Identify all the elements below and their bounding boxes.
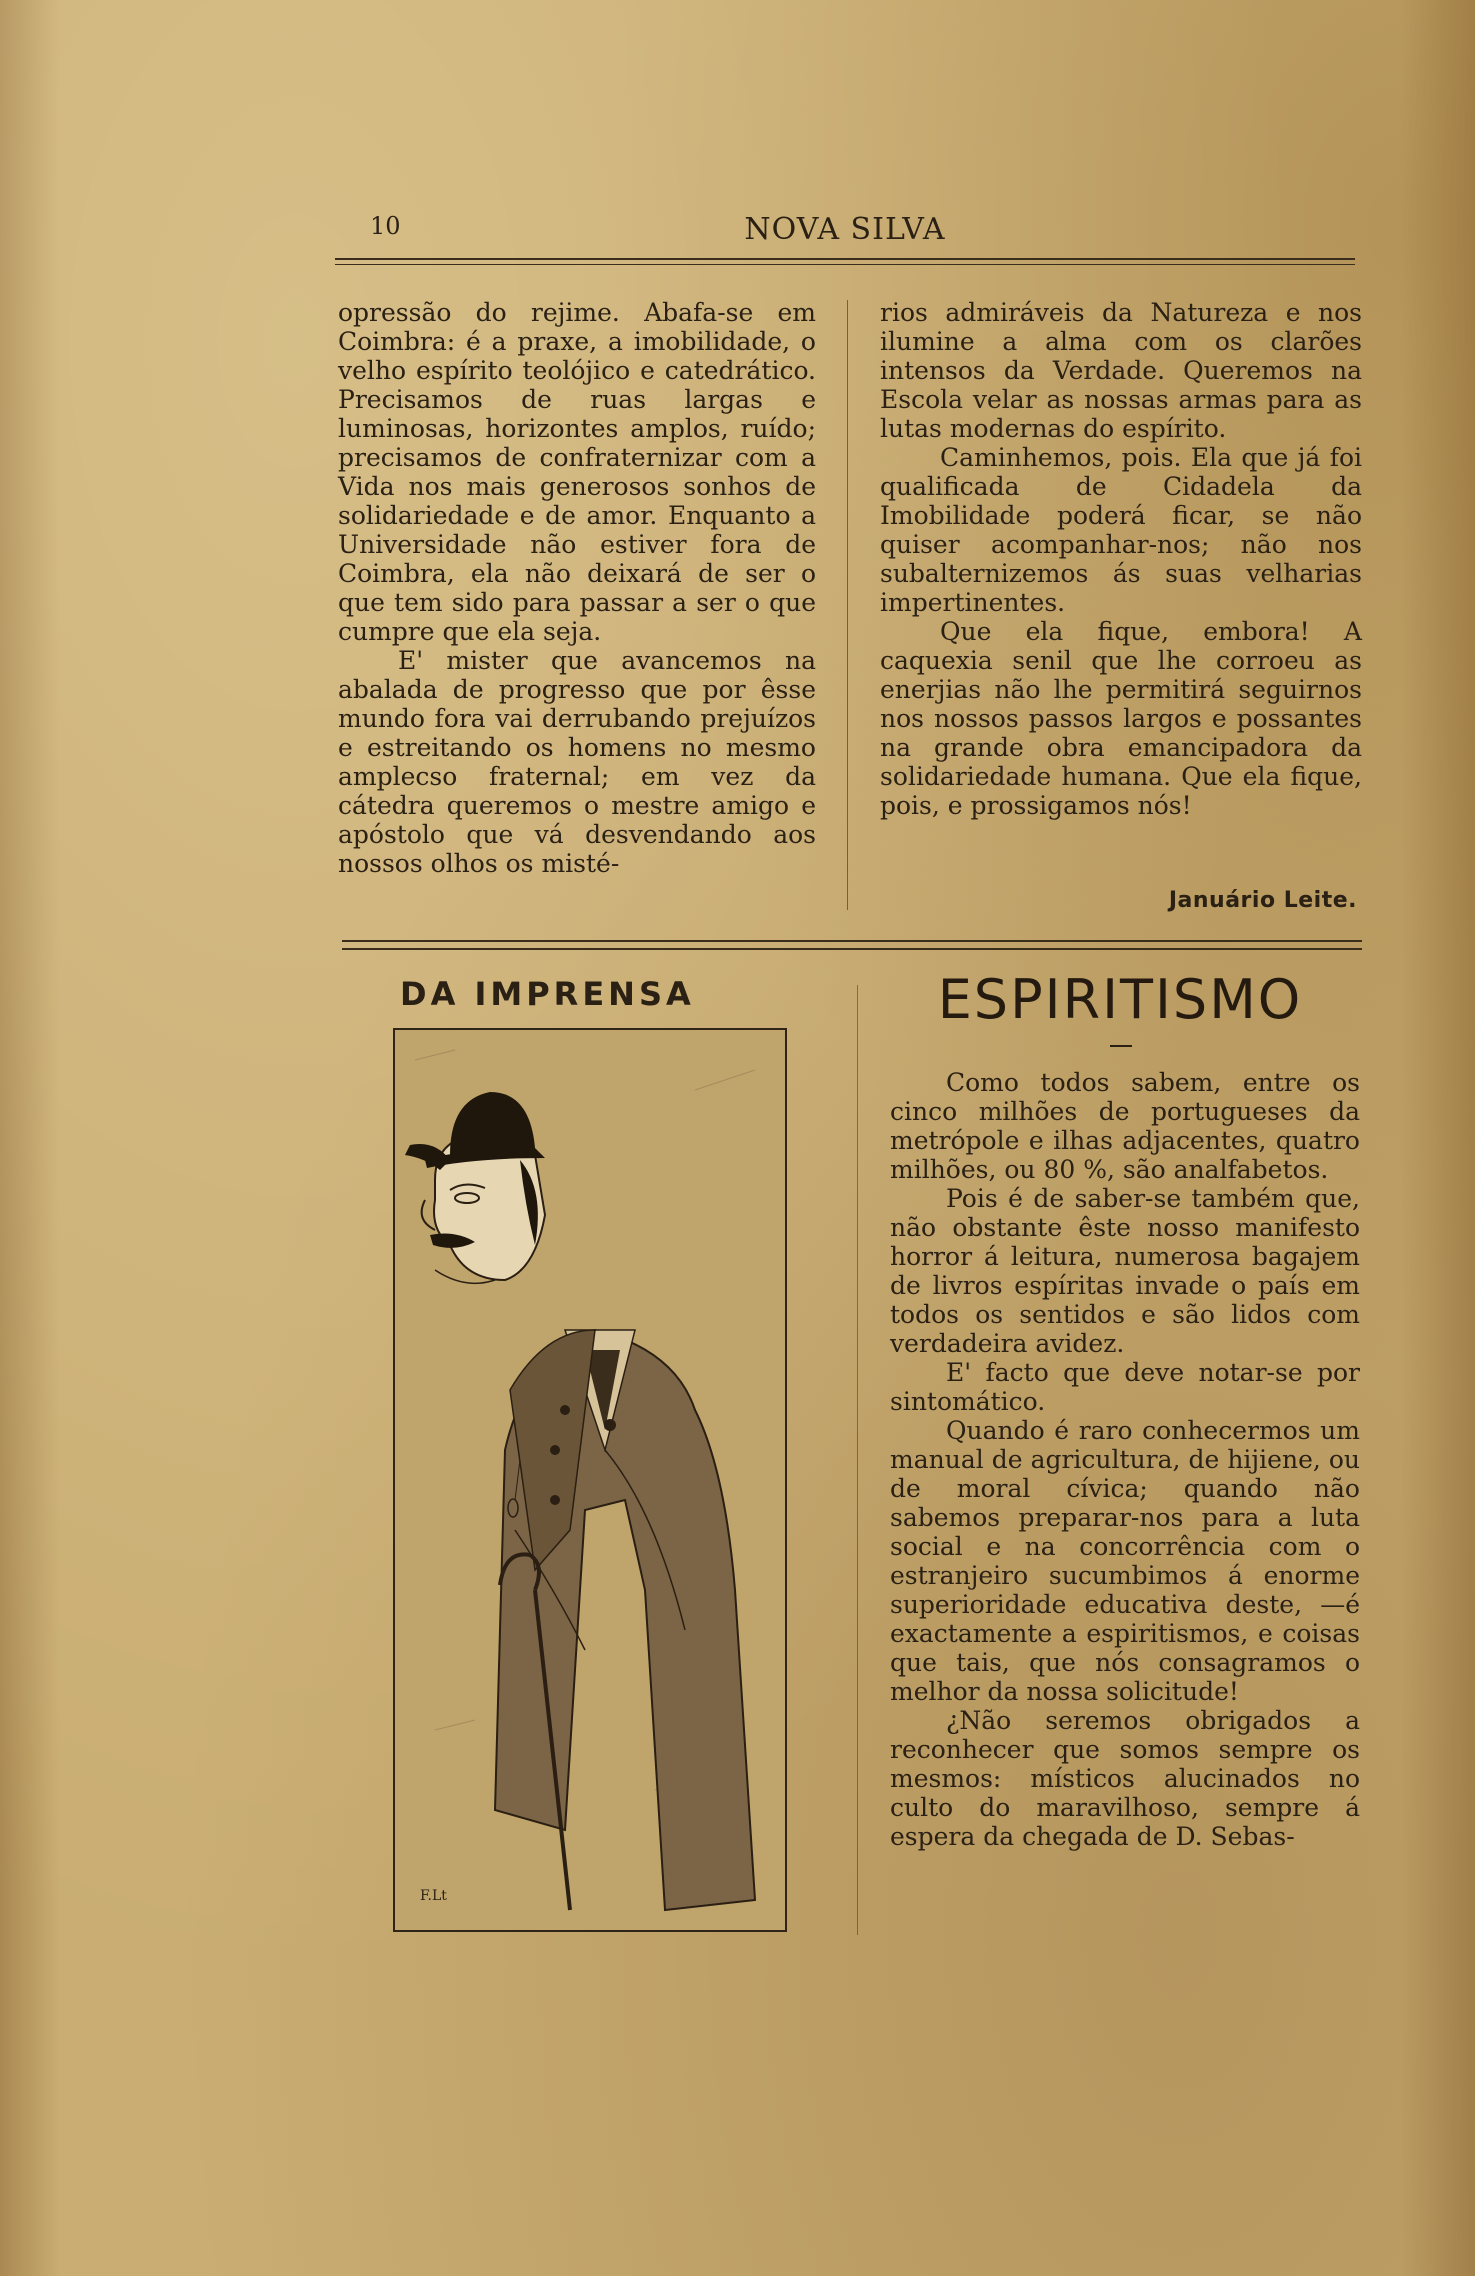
page-number: 10 (370, 212, 401, 240)
paragraph: Caminhemos, pois. Ela que já foi qualificada de Cidadela da Imobilidade poderá ficar, se não quiser acompanhar-nos; não nos subalternizemos ás suas velharias impertinentes. (880, 443, 1362, 617)
section-rule (342, 940, 1362, 950)
caricature-drawing (395, 1030, 785, 1930)
column-divider (847, 300, 848, 910)
paragraph: Quando é raro conhecermos um manual de agricultura, de hijiene, ou de moral cívica; quando não sabemos preparar-nos para a luta social e na concorrência com o estranjeiro sucumbimos á enorme superioridade educativa deste, —é exactamente a espiritismos, e coisas que tais, que nós consagramos o melhor da nossa solicitude! (890, 1416, 1360, 1706)
paragraph: Pois é de saber-se também que, não obstante êste nosso manifesto horror á leitura, numerosa bagajem de livros espíritas invade o país em todos os sentidos e são lidos com verdadeira avidez. (890, 1184, 1360, 1358)
paragraph: E' mister que avancemos na abalada de progresso que por êsse mundo fora vai derrubando prejuízos e estreitando os homens no mesmo amplecso fraternal; em vez da cátedra queremos o mestre amigo e apóstolo que vá desvendando aos nossos olhos os misté- (338, 646, 816, 878)
running-title: NOVA SILVA (744, 212, 946, 247)
author-signature: Januário Leite. (1168, 888, 1357, 913)
espiritismo-column (890, 1068, 1360, 1851)
article-right-column (880, 298, 1362, 820)
section-heading-da-imprensa: DA IMPRENSA (400, 975, 695, 1013)
paragraph: Que ela fique, embora! A caquexia senil que lhe corroeu as enerjias não lhe permitirá seguirnos nos nossos passos largos e possantes na grande obra emancipadora da solidariedade humana. Que ela fique, pois, e prossigamos nós! (880, 617, 1362, 820)
column-divider (857, 985, 858, 1935)
header-rule (335, 258, 1355, 265)
paragraph: E' facto que deve notar-se por sintomático. (890, 1358, 1360, 1416)
article-title: ESPIRITISMO (937, 968, 1303, 1031)
paragraph: ¿Não seremos obrigados a reconhecer que somos sempre os mesmos: místicos alucinados no culto do maravilhoso, sempre á espera da chegada de D. Sebas- (890, 1706, 1360, 1851)
caricature-illustration (393, 1028, 787, 1932)
illustration-signature: F.Lt (420, 1888, 447, 1904)
paragraph: opressão do rejime. Abafa-se em Coimbra: é a praxe, a imobilidade, o velho espírito teolójico e catedrático. Precisamos de ruas largas e luminosas, horizontes amplos, ruído; precisamos de confraternizar com a Vida nos mais generosos sonhos de solidariedade e de amor. Enquanto a Universidade não estiver fora de Coimbra, ela não deixará de ser o que tem sido para passar a ser o que cumpre que ela seja. (338, 298, 816, 646)
title-ornament-dash (1110, 1045, 1132, 1047)
paragraph: rios admiráveis da Natureza e nos ilumine a alma com os clarões intensos da Verdade. Queremos na Escola velar as nossas armas para as lutas modernas do espírito. (880, 298, 1362, 443)
page-header (330, 212, 1360, 252)
article-left-column (338, 298, 816, 878)
paragraph: Como todos sabem, entre os cinco milhões de portugueses da metrópole e ilhas adjacentes, quatro milhões, ou 80 %, são analfabetos. (890, 1068, 1360, 1184)
